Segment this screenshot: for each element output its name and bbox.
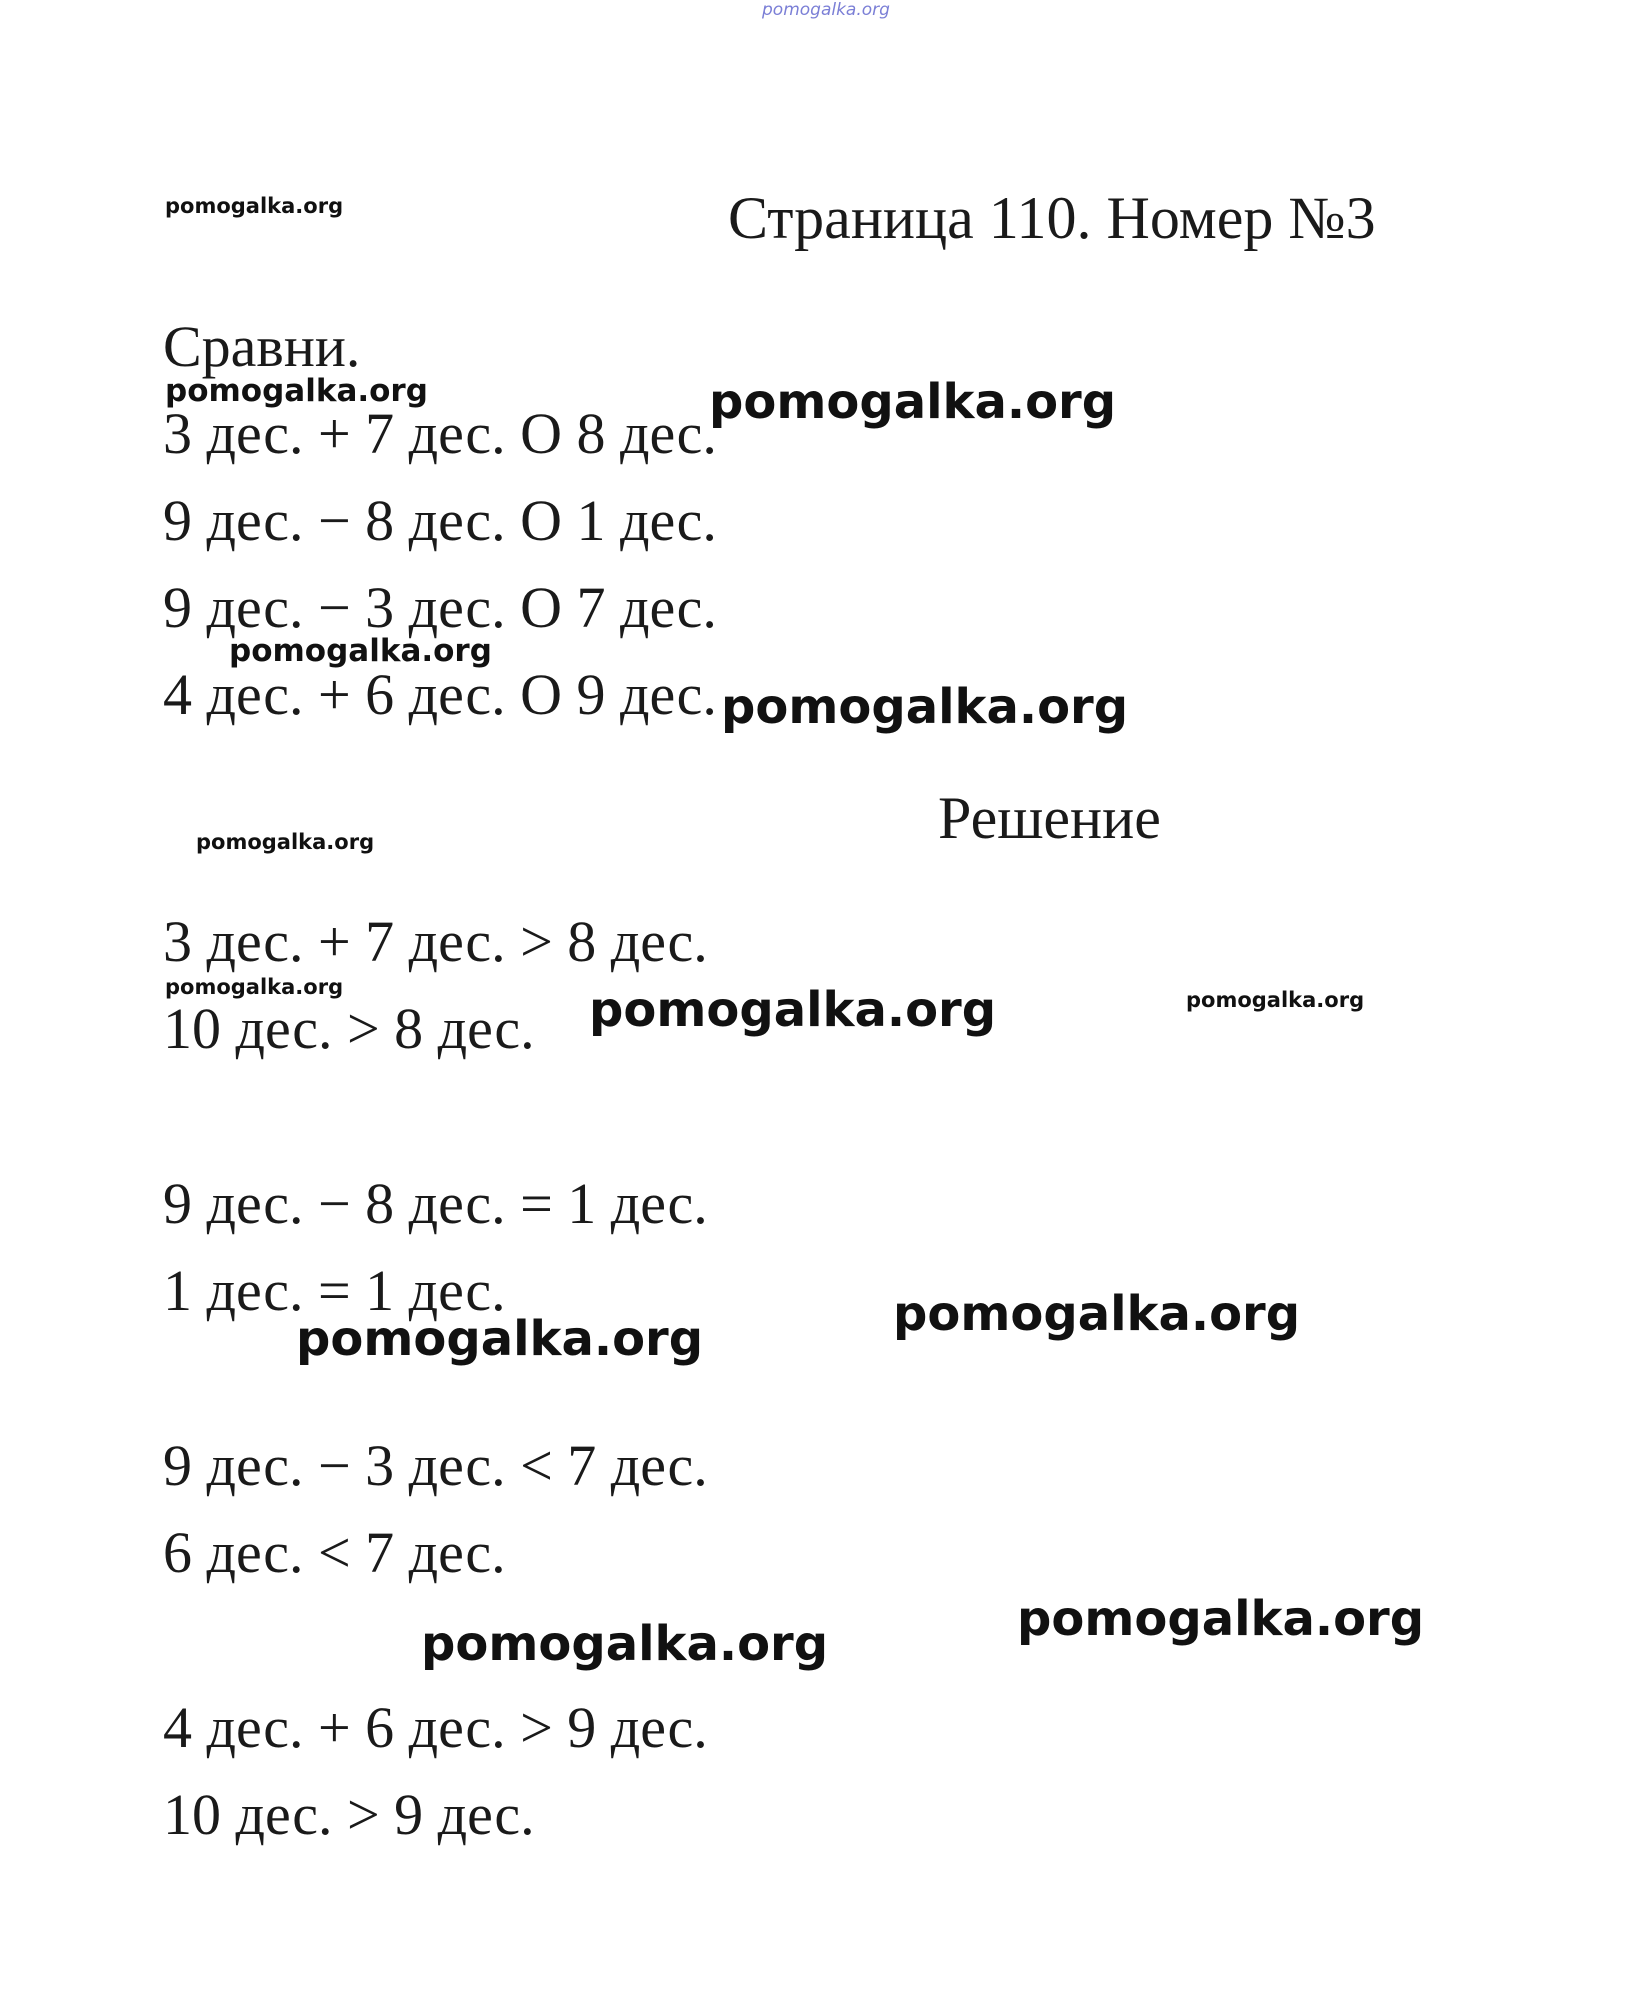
watermark: pomogalka.org [165,373,428,409]
solution-line: 10 дес. > 8 дес. [163,996,535,1061]
solution-line: 9 дес. − 8 дес. = 1 дес. [163,1171,708,1236]
watermark: pomogalka.org [721,679,1129,735]
watermark: pomogalka.org [1186,988,1365,1012]
watermark: pomogalka.org [421,1616,829,1672]
task-line: 9 дес. − 8 дес. О 1 дес. [163,488,717,553]
solution-line: 3 дес. + 7 дес. > 8 дес. [163,909,708,974]
solution-line: 6 дес. < 7 дес. [163,1520,506,1585]
task-line: 4 дес. + 6 дес. О 9 дес. [163,662,717,727]
watermark: pomogalka.org [709,374,1117,430]
watermark: pomogalka.org [1017,1591,1425,1647]
page-title: Страница 110. Номер №3 [728,185,1376,251]
solution-heading: Решение [938,785,1161,851]
task-line: 3 дес. + 7 дес. О 8 дес. [163,401,717,466]
solution-line: 4 дес. + 6 дес. > 9 дес. [163,1695,708,1760]
watermark: pomogalka.org [589,982,997,1038]
watermark: pomogalka.org [196,830,375,854]
solution-line: 10 дес. > 9 дес. [163,1782,535,1847]
watermark: pomogalka.org [165,194,344,218]
watermark: pomogalka.org [893,1286,1301,1342]
watermark: pomogalka.org [296,1311,704,1367]
watermark-top: pomogalka.org [762,0,890,20]
task-instruction: Сравни. [163,314,361,379]
task-line: 9 дес. − 3 дес. О 7 дес. [163,575,717,640]
solution-line: 9 дес. − 3 дес. < 7 дес. [163,1433,708,1498]
solution-line: 1 дес. = 1 дес. [163,1258,506,1323]
watermark: pomogalka.org [165,975,344,999]
watermark: pomogalka.org [229,633,492,669]
